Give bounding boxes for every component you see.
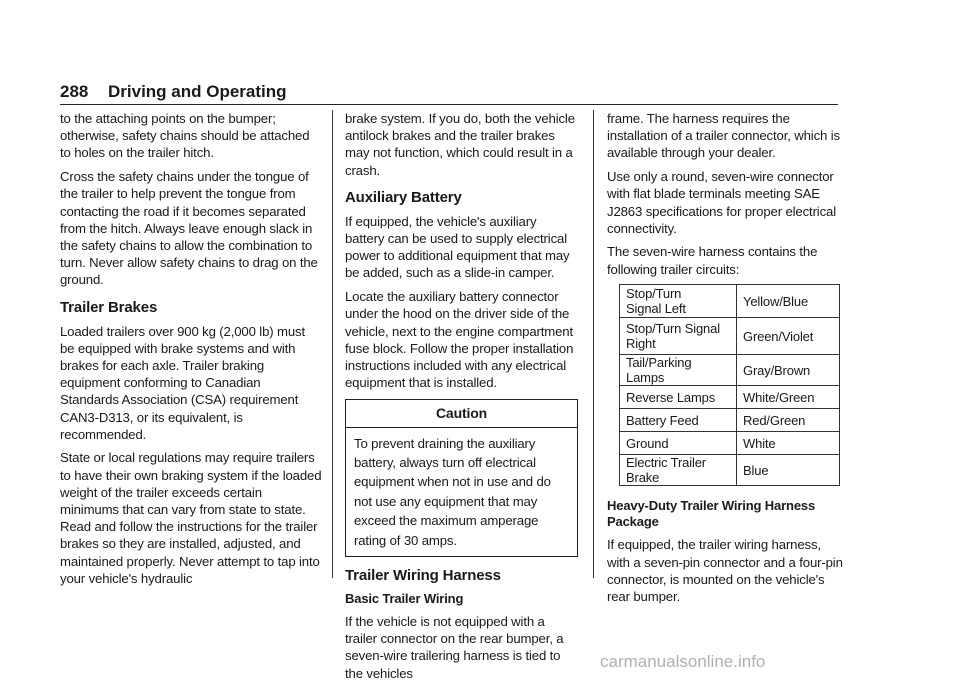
paragraph: State or local regulations may require trailers to have their own braking system if the loaded weight of the trailer exceeds certain minimums that can vary from state to state. Read and follow the instructions for the trailer brakes so they are installed, adjusted, and maintained properly. Never attempt to tap into your vehicle's hydraulic bbox=[60, 450, 322, 586]
wire-color: Green/Violet bbox=[737, 318, 840, 355]
heading-trailer-wiring-harness: Trailer Wiring Harness bbox=[345, 566, 501, 584]
paragraph: Loaded trailers over 900 kg (2,000 lb) must be equipped with brake systems and with brakes for each axle. Trailer braking equipment conforming to Canadian Standards Association (CSA) requirement CAN3-D313, or its equivalent, is recommended. bbox=[60, 323, 305, 442]
circuit-name: Stop/Turn Signal Right bbox=[620, 318, 737, 355]
wiring-circuits-table bbox=[619, 284, 840, 486]
paragraph: If equipped, the trailer wiring harness, with a seven-pin connector and a four-pin connector, is mounted on the vehicle's rear bumper. bbox=[607, 537, 843, 604]
circuit-name: Reverse Lamps bbox=[620, 386, 737, 409]
table-row bbox=[620, 455, 840, 486]
column-divider bbox=[332, 110, 333, 578]
caution-title: Caution bbox=[346, 400, 577, 427]
table-row bbox=[620, 285, 840, 318]
circuit-name: Electric Trailer Brake bbox=[620, 455, 737, 486]
paragraph: to the attaching points on the bumper; otherwise, safety chains should be attached to holes on the trailer hitch. bbox=[60, 111, 310, 161]
watermark: carmanualsonline.info bbox=[600, 652, 766, 671]
paragraph: The seven-wire harness contains the following trailer circuits: bbox=[607, 244, 818, 277]
table-row bbox=[620, 318, 840, 355]
caution-body: To prevent draining the auxiliary battery, always turn off electrical equipment when not in use and do not use any equipment that may exceed the maximum amperage rating of 30 amps. bbox=[354, 435, 551, 548]
table-row bbox=[620, 355, 840, 386]
wire-color: Gray/Brown bbox=[737, 355, 840, 386]
column-left bbox=[60, 110, 322, 594]
section-title: Driving and Operating bbox=[108, 82, 287, 101]
circuit-name: Battery Feed bbox=[620, 409, 737, 432]
table-row bbox=[620, 386, 840, 409]
heading-heavy-duty-harness: Heavy-Duty Trailer Wiring Harness Package bbox=[607, 498, 816, 530]
table-row bbox=[620, 409, 840, 432]
column-middle bbox=[345, 110, 578, 688]
paragraph: brake system. If you do, both the vehicle antilock brakes and the trailer brakes may not function, which could result in a crash. bbox=[345, 111, 575, 178]
wire-color: White/Green bbox=[737, 386, 840, 409]
column-right bbox=[607, 110, 845, 612]
paragraph: Use only a round, seven-wire connector with flat blade terminals meeting SAE J2863 specifications for proper electrical connectivity. bbox=[607, 169, 836, 236]
table-row bbox=[620, 432, 840, 455]
column-divider bbox=[593, 110, 594, 578]
heading-basic-trailer-wiring: Basic Trailer Wiring bbox=[345, 590, 464, 606]
wire-color: Red/Green bbox=[737, 409, 840, 432]
heading-trailer-brakes: Trailer Brakes bbox=[60, 298, 158, 316]
paragraph: Locate the auxiliary battery connector under the hood on the driver side of the vehicle, next to the engine compartment fuse block. Follow the proper installation instructions included with any electrical equipment that is installed. bbox=[345, 289, 574, 391]
wire-color: Yellow/Blue bbox=[737, 285, 840, 318]
wire-color: Blue bbox=[737, 455, 840, 486]
circuit-name: Tail/Parking Lamps bbox=[620, 355, 737, 386]
page-header bbox=[60, 82, 838, 105]
paragraph: frame. The harness requires the installation of a trailer connector, which is available through your dealer. bbox=[607, 111, 840, 161]
page-number: 288 bbox=[60, 82, 89, 101]
wire-color: White bbox=[737, 432, 840, 455]
caution-box bbox=[345, 399, 578, 557]
paragraph: If the vehicle is not equipped with a trailer connector on the rear bumper, a seven-wire trailering harness is tied to the vehicles bbox=[345, 613, 564, 681]
circuit-name: Stop/Turn Signal Left bbox=[620, 285, 737, 318]
paragraph: If equipped, the vehicle's auxiliary battery can be used to supply electrical power to additional equipment that may be added, such as a slide-in camper. bbox=[345, 213, 570, 281]
heading-auxiliary-battery: Auxiliary Battery bbox=[345, 188, 462, 206]
paragraph: Cross the safety chains under the tongue of the trailer to help prevent the tongue from contacting the road if it becomes separated from the hitch. Always leave enough slack in the safety chains to allow the combination to turn. Never allow safety chains to drag on the ground. bbox=[60, 169, 318, 288]
circuit-name: Ground bbox=[620, 432, 737, 455]
